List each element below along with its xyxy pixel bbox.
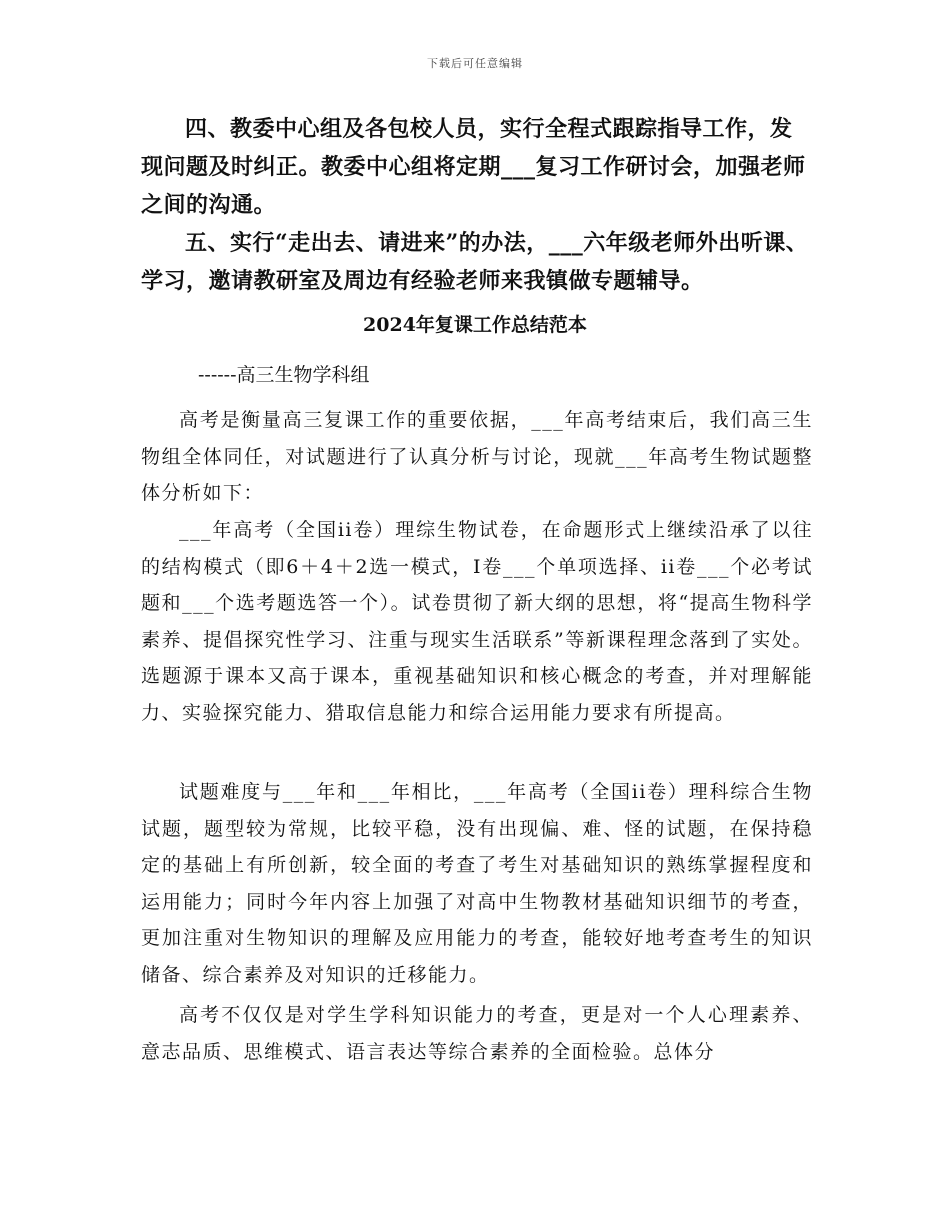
intro-item-5: 五、实行“走出去、请进来”的办法，___六年级老师外出听课、学习，邀请教研室及周边有经验老师来我镇做专题辅导。 xyxy=(141,230,809,294)
paragraph-4: 高考不仅仅是对学生学科知识能力的考查，更是对一个人心理素养、意志品质、思维模式、语言表达等综合素养的全面检验。总体分 xyxy=(141,1004,813,1063)
article-title: 2024年复课工作总结范本 xyxy=(363,314,587,336)
article-subtitle: ------高三生物学科组 xyxy=(198,364,370,386)
paragraph-2: ___年高考（全国ii卷）理综生物试卷，在命题形式上继续沿承了以往的结构模式（即6＋4＋2选一模式，Ⅰ卷___个单项选择、ii卷___个必考试题和___个选考题选答一个）。试卷贯彻了新大纲的思想，将“提高生物科学素养、提倡探究性学习、注重与现实生活联系”等新课程理念落到了实处。选题源于课本又高于课本，重视基础知识和核心概念的考查，并对理解能力、实验探究能力、猎取信息能力和综合运用能力要求有所提高。 xyxy=(141,519,813,724)
paragraph-1: 高考是衡量高三复课工作的重要依据，___年高考结束后，我们高三生物组全体同任，对试题进行了认真分析与讨论，现就___年高考生物试题整体分析如下： xyxy=(141,409,813,504)
header-note: 下载后可任意编辑 xyxy=(427,57,523,70)
intro-item-4: 四、教委中心组及各包校人员，实行全程式跟踪指导工作，发现问题及时纠正。教委中心组将定期___复习工作研讨会，加强老师之间的沟通。 xyxy=(141,116,806,218)
paragraph-3: 试题难度与___年和___年相比，___年高考（全国ii卷）理科综合生物试题，题型较为常规，比较平稳，没有出现偏、难、怪的试题，在保持稳定的基础上有所创新，较全面的考查了考生对基础知识的熟练掌握程度和运用能力；同时今年内容上加强了对高中生物教材基础知识细节的考查，更加注重对生物知识的理解及应用能力的考查，能较好地考查考生的知识储备、综合素养及对知识的迁移能力。 xyxy=(141,781,813,986)
